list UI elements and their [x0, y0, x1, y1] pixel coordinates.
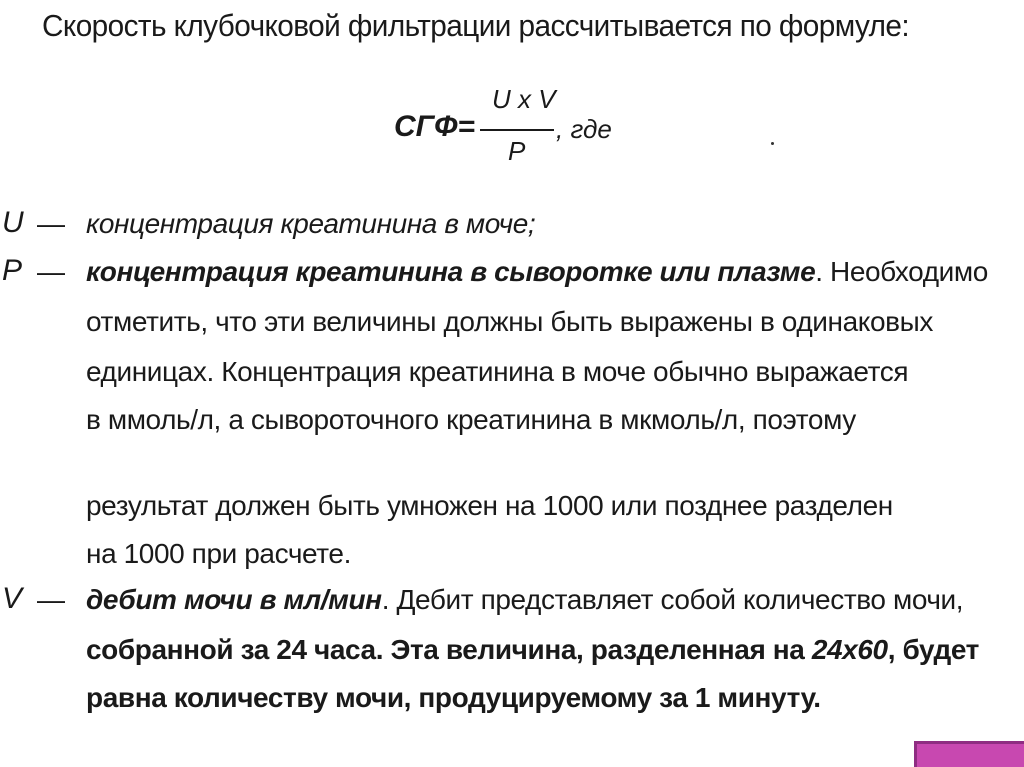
symbol-u: U	[2, 206, 24, 239]
symbol-p: P	[2, 254, 23, 287]
definition-p-line1-rest: . Необходимо	[815, 256, 988, 287]
definition-p-line6: на 1000 при расчете.	[86, 538, 351, 569]
definition-p-line4: в ммоль/л, а сывороточного креатинина в мкмоль/л, поэтому	[86, 404, 856, 435]
definition-v-line1	[86, 584, 963, 616]
dash-u: —	[37, 208, 65, 239]
stray-dot	[771, 142, 774, 145]
definition-v-term: дебит мочи в мл/мин	[86, 584, 382, 615]
definition-v-line2	[86, 634, 979, 666]
formula-lhs: СГФ=	[394, 110, 476, 143]
definition-u-text: концентрация креатинина в моче;	[86, 208, 536, 239]
symbol-v: V	[2, 582, 23, 615]
corner-accent-block	[914, 741, 1024, 767]
definition-p-line2: отметить, что эти величины должны быть выражены в одинаковых	[86, 306, 933, 337]
formula-where: , где	[556, 114, 612, 144]
slide-title: Скорость клубочковой фильтрации рассчитывается по формуле:	[42, 8, 910, 43]
definition-p-line1	[86, 256, 988, 288]
dash-p: —	[37, 256, 65, 287]
formula-numerator: U x V	[492, 84, 556, 114]
gfr-formula	[394, 80, 654, 190]
formula-denominator: P	[508, 136, 526, 166]
definition-p-line3: единицах. Концентрация креатинина в моче обычно выражается	[86, 356, 909, 387]
definition-v-line2-a: собранной за 24 часа. Эта величина, разделенная на	[86, 634, 812, 665]
definition-v-line3: равна количеству мочи, продуцируемому за 1 минуту.	[86, 682, 821, 713]
definition-v-line1-rest: . Дебит представляет собой количество мочи,	[381, 584, 964, 615]
definition-v-line2-term: 24x60	[811, 634, 888, 665]
definition-p-term: концентрация креатинина в сыворотке или плазме	[86, 256, 816, 287]
definition-p-line5: результат должен быть умножен на 1000 или позднее разделен	[86, 490, 893, 521]
definition-v-line2-b: , будет	[887, 634, 979, 665]
fraction-bar	[480, 129, 554, 131]
dash-v: —	[37, 584, 65, 615]
